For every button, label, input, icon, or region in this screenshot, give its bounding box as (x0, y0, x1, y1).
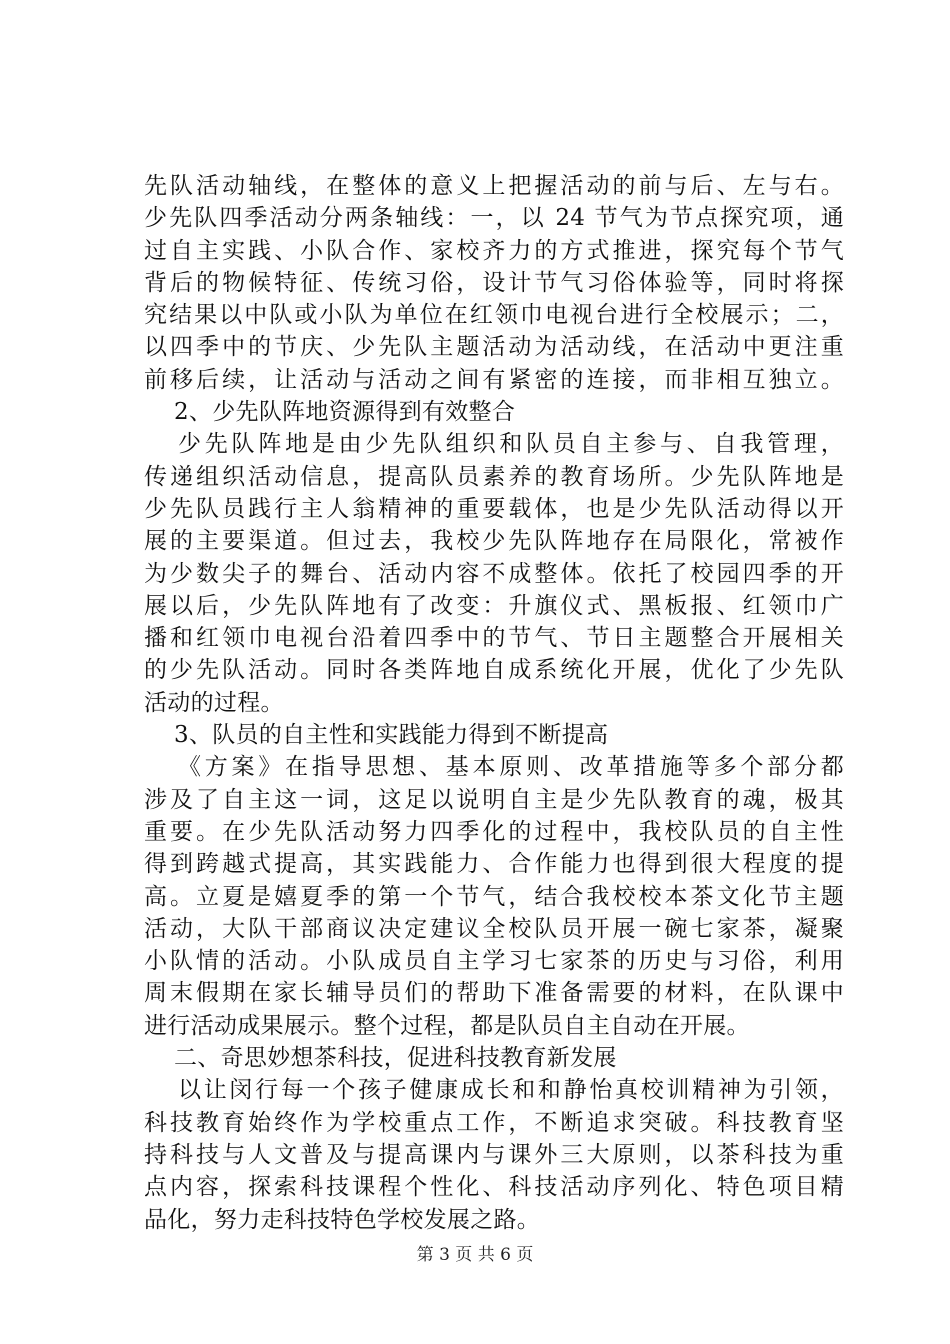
text-line: 持科技与人文普及与提高课内与课外三大原则，以茶科技为重 (144, 1141, 844, 1168)
text-line: 科技教育始终作为学校重点工作，不断追求突破。科技教育坚 (144, 1109, 844, 1136)
text-line: 2、少先队阵地资源得到有效整合 (174, 399, 516, 426)
text-line: 播和红领巾电视台沿着四季中的节气、节日主题整合开展相关 (144, 625, 844, 652)
text-line: 究结果以中队或小队为单位在红领巾电视台进行全校展示；二， (144, 302, 844, 329)
text-line: 周末假期在家长辅导员们的帮助下准备需要的材料，在队课中 (144, 980, 844, 1007)
document-body (144, 170, 844, 1236)
text-line: 重要。在少先队活动努力四季化的过程中，我校队员的自主性 (144, 818, 844, 845)
text-line: 活动的过程。 (144, 689, 284, 716)
text-line: 高。立夏是嬉夏季的第一个节气，结合我校校本茶文化节主题 (144, 883, 844, 910)
text-line: 过自主实践、小队合作、家校齐力的方式推进，探究每个节气 (144, 237, 844, 264)
text-line: 先队活动轴线，在整体的意义上把握活动的前与后、左与右。 (144, 173, 844, 199)
text-line: 品化，努力走科技特色学校发展之路。 (144, 1206, 541, 1233)
text-line: 3、队员的自主性和实践能力得到不断提高 (174, 722, 609, 749)
text-line: 传递组织活动信息，提高队员素养的教育场所。少先队阵地是 (144, 463, 844, 490)
text-line: 少先队四季活动分两条轴线：一，以 24 节气为节点探究项，通 (144, 205, 844, 232)
text-line: 以让闵行每一个孩子健康成长和和静怡真校训精神为引领， (178, 1077, 844, 1104)
text-line: 小队情的活动。小队成员自主学习七家茶的历史与习俗，利用 (144, 948, 844, 975)
text-line: 的少先队活动。同时各类阵地自成系统化开展，优化了少先队 (144, 657, 844, 684)
text-line: 点内容，探索科技课程个性化、科技活动序列化、特色项目精 (144, 1174, 844, 1201)
text-line: 展的主要渠道。但过去，我校少先队阵地存在局限化，常被作 (144, 528, 844, 555)
text-line: 背后的物候特征、传统习俗，设计节气习俗体验等，同时将探 (144, 269, 844, 296)
text-line: 少先队员践行主人翁精神的重要载体，也是少先队活动得以开 (144, 495, 844, 522)
text-line: 展以后，少先队阵地有了改变：升旗仪式、黑板报、红领巾广 (144, 592, 844, 619)
text-line: 前移后续，让活动与活动之间有紧密的连接，而非相互独立。 (144, 366, 844, 393)
text-line: 二、奇思妙想茶科技，促进科技教育新发展 (174, 1045, 617, 1072)
text-line: 得到跨越式提高，其实践能力、合作能力也得到很大程度的提 (144, 851, 844, 878)
text-line: 以四季中的节庆、少先队主题活动为活动线，在活动中更注重 (144, 334, 844, 361)
page-footer: 第 3 页 共 6 页 (416, 1245, 534, 1265)
text-line: 进行活动成果展示。整个过程，都是队员自主自动在开展。 (144, 1012, 750, 1039)
text-line: 少先队阵地是由少先队组织和队员自主参与、自我管理， (178, 431, 844, 458)
text-line: 《方案》在指导思想、基本原则、改革措施等多个部分都 (178, 754, 844, 781)
text-line: 涉及了自主这一词，这足以说明自主是少先队教育的魂，极其 (144, 786, 844, 813)
text-line: 为少数尖子的舞台、活动内容不成整体。依托了校园四季的开 (144, 560, 844, 587)
text-line: 活动，大队干部商议决定建议全校队员开展一碗七家茶，凝聚 (144, 915, 844, 942)
